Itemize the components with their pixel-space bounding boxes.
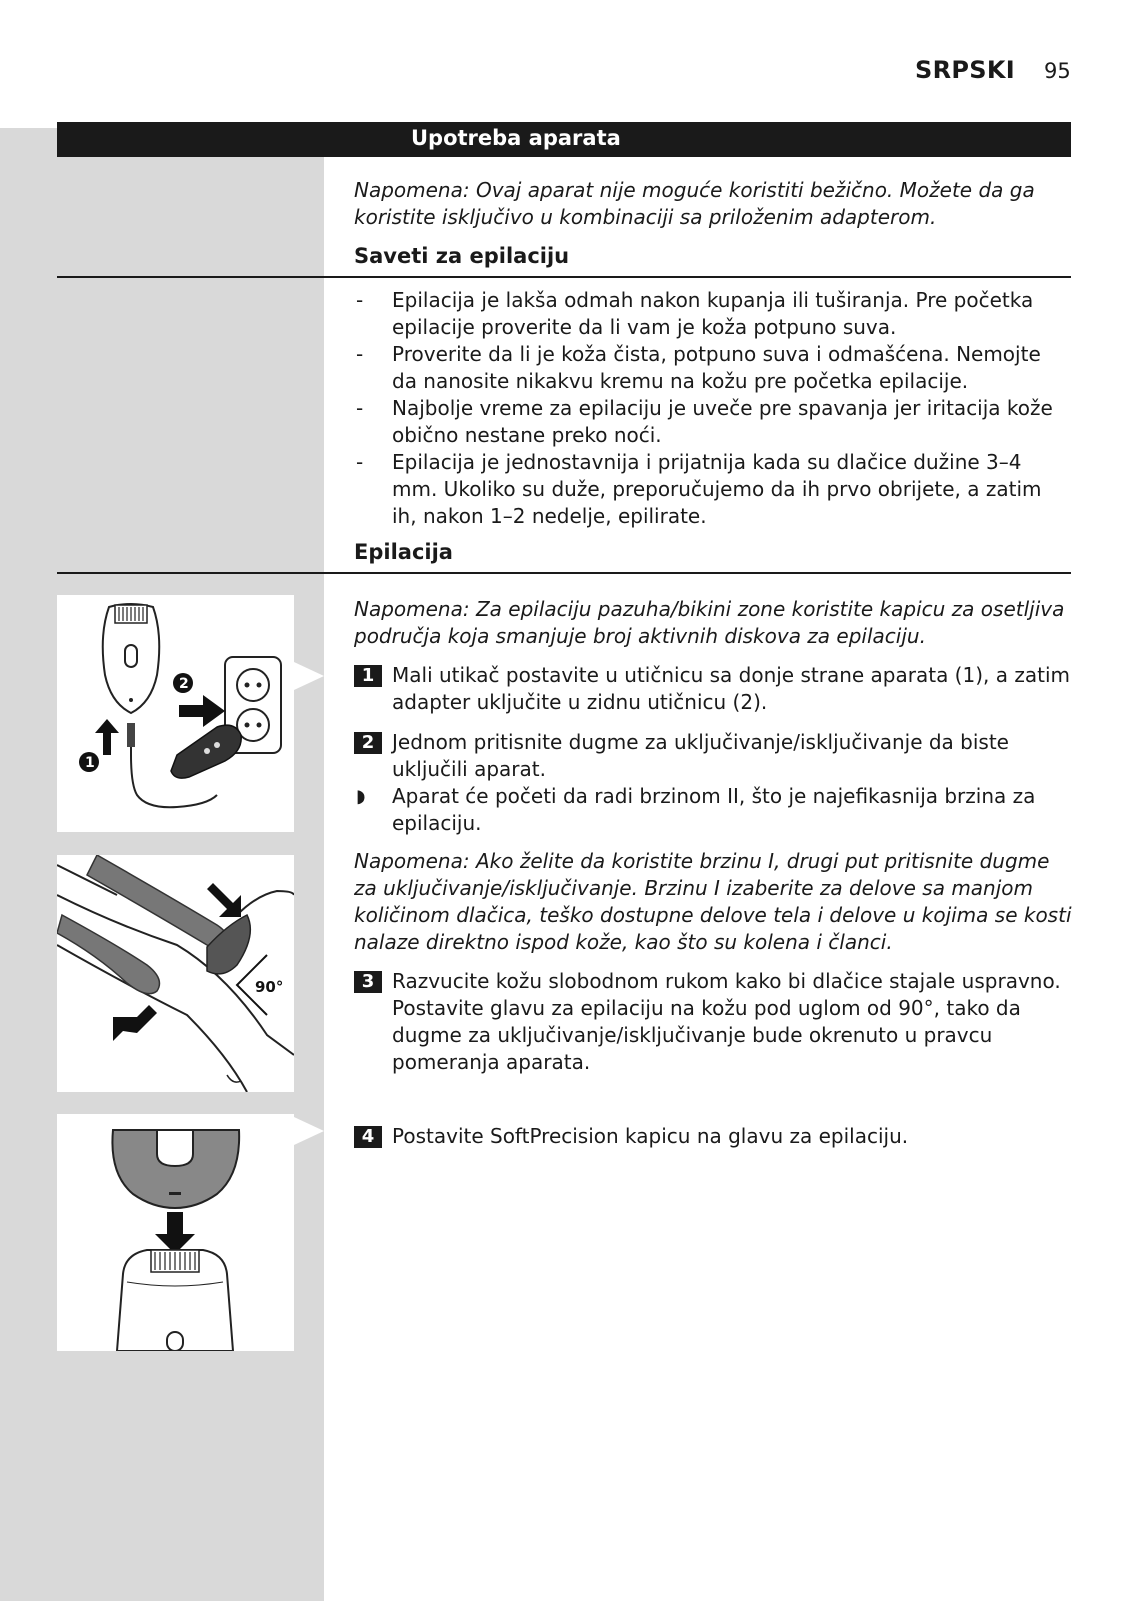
epilation-heading: Epilacija: [354, 540, 453, 564]
illustration-pointer: [294, 662, 324, 690]
tips-list: [354, 287, 1072, 530]
epilator-adapter-image: [57, 595, 294, 832]
list-item: [354, 287, 1072, 341]
step-number: 2: [354, 732, 382, 754]
epilation-note: Napomena: Za epilaciju pazuha/bikini zone koristite kapicu za osetljiva područja koja smanjuje broj aktivnih diskova za epilaciju.: [354, 597, 1065, 648]
illustration-epilating-leg: [57, 855, 294, 1092]
bullet-dash: -: [356, 342, 364, 366]
step-number: 1: [354, 665, 382, 687]
softprecision-cap-image: [57, 1114, 294, 1351]
angle-label: 90°: [255, 978, 284, 996]
illustration-plug-in: [57, 595, 294, 832]
step-number: 3: [354, 971, 382, 993]
leg-epilation-image: [57, 855, 294, 1092]
step-3: [354, 968, 1072, 1076]
list-item: [354, 395, 1072, 449]
illustration-cap-attach: [57, 1114, 294, 1351]
step-4: [354, 1123, 1072, 1150]
list-item-text: Proverite da li je koža čista, potpuno suva i odmašćena. Nemojte da nanosite nikakvu kremu na kožu pre početka epilacije.: [392, 342, 1041, 393]
list-item: [354, 449, 1072, 530]
section-title: Upotreba aparata: [411, 126, 621, 150]
tips-heading: Saveti za epilaciju: [354, 244, 570, 268]
intro-note: Napomena: Ovaj aparat nije moguće koristiti bežično. Možete da ga koristite isključivo u kombinaciji sa priloženim adapterom.: [354, 178, 1035, 229]
callout-label: 1: [85, 755, 95, 771]
header-language: SRPSKI: [915, 56, 1015, 84]
callout-label: 2: [179, 676, 189, 692]
list-item-text: Najbolje vreme za epilaciju je uveče pre spavanja jer iritacija kože obično nestane preko noći.: [392, 396, 1053, 447]
step-2-result: [354, 783, 1072, 837]
list-item-text: Epilacija je jednostavnija i prijatnija kada su dlačice dužine 3–4 mm. Ukoliko su duže, preporučujemo da ih prvo obrijete, a zatim ih, nakon 1–2 nedelje, epilirate.: [392, 450, 1042, 528]
result-text: Aparat će početi da radi brzinom II, što je najefikasnija brzina za epilaciju.: [392, 784, 1036, 835]
divider: [57, 572, 1071, 574]
divider: [57, 276, 1071, 278]
step-text: Razvucite kožu slobodnom rukom kako bi dlačice stajale uspravno. Postavite glavu za epilaciju na kožu pod uglom od 90°, tako da dugme za uključivanje/isključivanje bude okrenuto u pravcu pomeranja aparata.: [392, 969, 1061, 1074]
bullet-dash: -: [356, 396, 364, 420]
step-1: [354, 662, 1072, 716]
list-item: [354, 341, 1072, 395]
illustration-pointer: [294, 1117, 324, 1145]
result-mark: ◗: [356, 786, 366, 807]
step-number: 4: [354, 1126, 382, 1148]
step-2: [354, 729, 1072, 783]
list-item-text: Epilacija je lakša odmah nakon kupanja ili tuširanja. Pre početka epilacije proverite da li vam je koža potpuno suva.: [392, 288, 1034, 339]
step-text: Postavite SoftPrecision kapicu na glavu za epilaciju.: [392, 1124, 909, 1148]
step-text: Jednom pritisnite dugme za uključivanje/isključivanje da biste uključili aparat.: [392, 730, 1009, 781]
step-text: Mali utikač postavite u utičnicu sa donje strane aparata (1), a zatim adapter uključite u zidnu utičnicu (2).: [392, 663, 1070, 714]
bullet-dash: -: [356, 450, 364, 474]
bullet-dash: -: [356, 288, 364, 312]
page-number: 95: [1044, 59, 1071, 83]
speed-note: Napomena: Ako želite da koristite brzinu I, drugi put pritisnite dugme za uključivanje/isključivanje. Brzinu I izaberite za delove sa manjom količinom dlačica, teško dostupne delove tela i delove u kojima se kosti nalaze direktno ispod kože, kao što su kolena i članci.: [354, 849, 1072, 954]
section-title-bar: [57, 122, 1071, 157]
